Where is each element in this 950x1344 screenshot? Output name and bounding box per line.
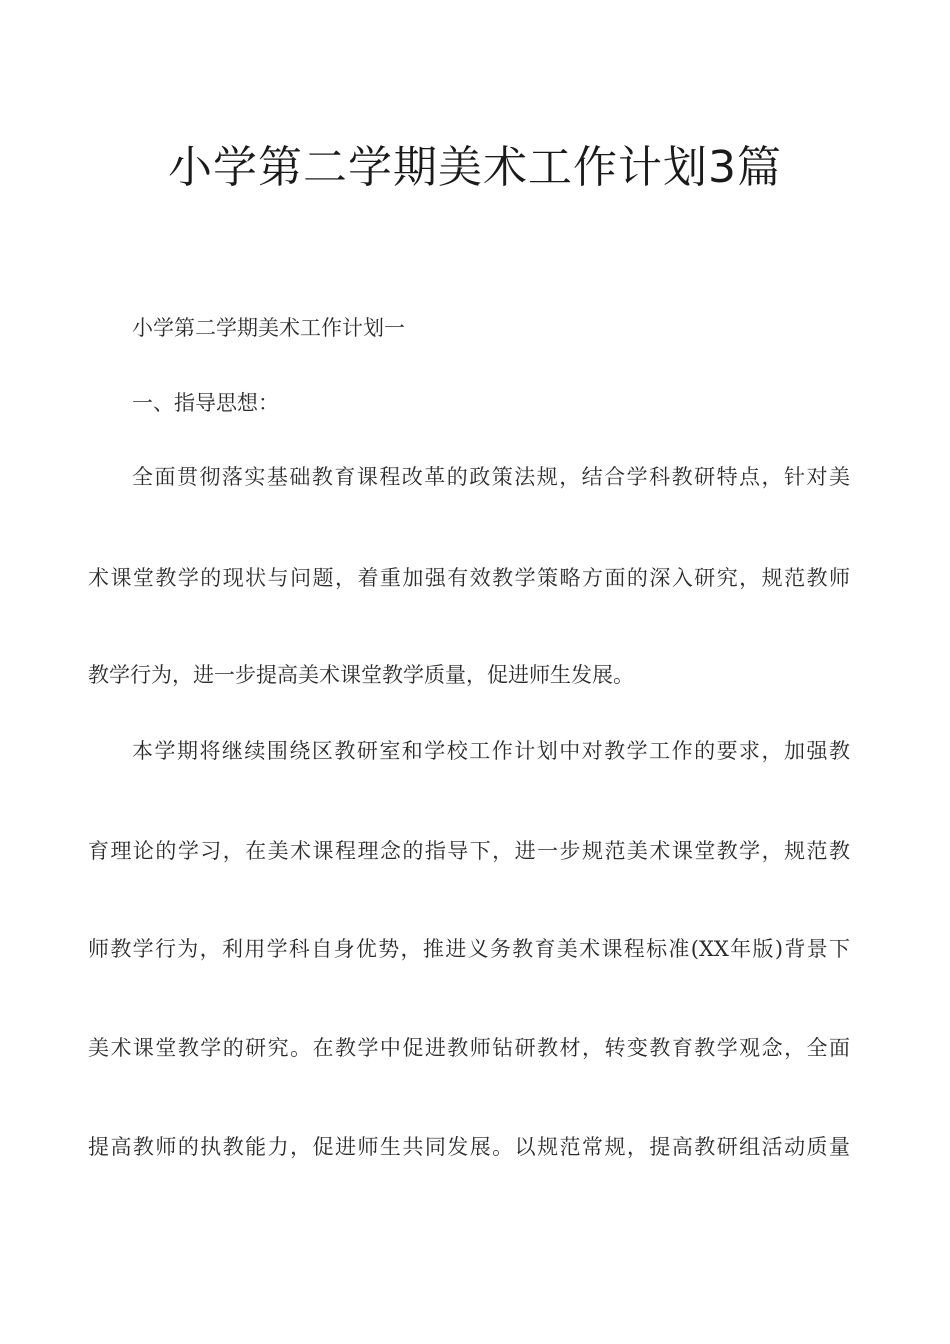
paragraph-2-line-4: 美术课堂教学的研究。在教学中促进教师钻研教材，转变教育教学观念，全面 bbox=[88, 1036, 850, 1060]
paragraph-2-line-1: 本学期将继续围绕区教研室和学校工作计划中对教学工作的要求，加强教 bbox=[132, 739, 850, 763]
paragraph-1-line-3: 教学行为，进一步提高美术课堂教学质量，促进师生发展。 bbox=[88, 663, 634, 687]
paragraph-1-line-2: 术课堂教学的现状与问题，着重加强有效教学策略方面的深入研究，规范教师 bbox=[88, 566, 850, 590]
document-title: 小学第二学期美术工作计划3篇 bbox=[168, 142, 782, 193]
subheading-guiding-ideology: 一、指导思想： bbox=[132, 391, 279, 415]
paragraph-2-line-3: 师教学行为，利用学科自身优势，推进义务教育美术课程标准(XX年版)背景下 bbox=[88, 937, 850, 961]
paragraph-1-line-1: 全面贯彻落实基础教育课程改革的政策法规，结合学科教研特点，针对美 bbox=[132, 465, 850, 489]
paragraph-2-line-2: 育理论的学习，在美术课程理念的指导下，进一步规范美术课堂教学，规范教 bbox=[88, 839, 850, 863]
paragraph-2-line-5: 提高教师的执教能力，促进师生共同发展。以规范常规，提高教研组活动质量 bbox=[88, 1135, 850, 1159]
section-heading: 小学第二学期美术工作计划一 bbox=[132, 316, 405, 340]
